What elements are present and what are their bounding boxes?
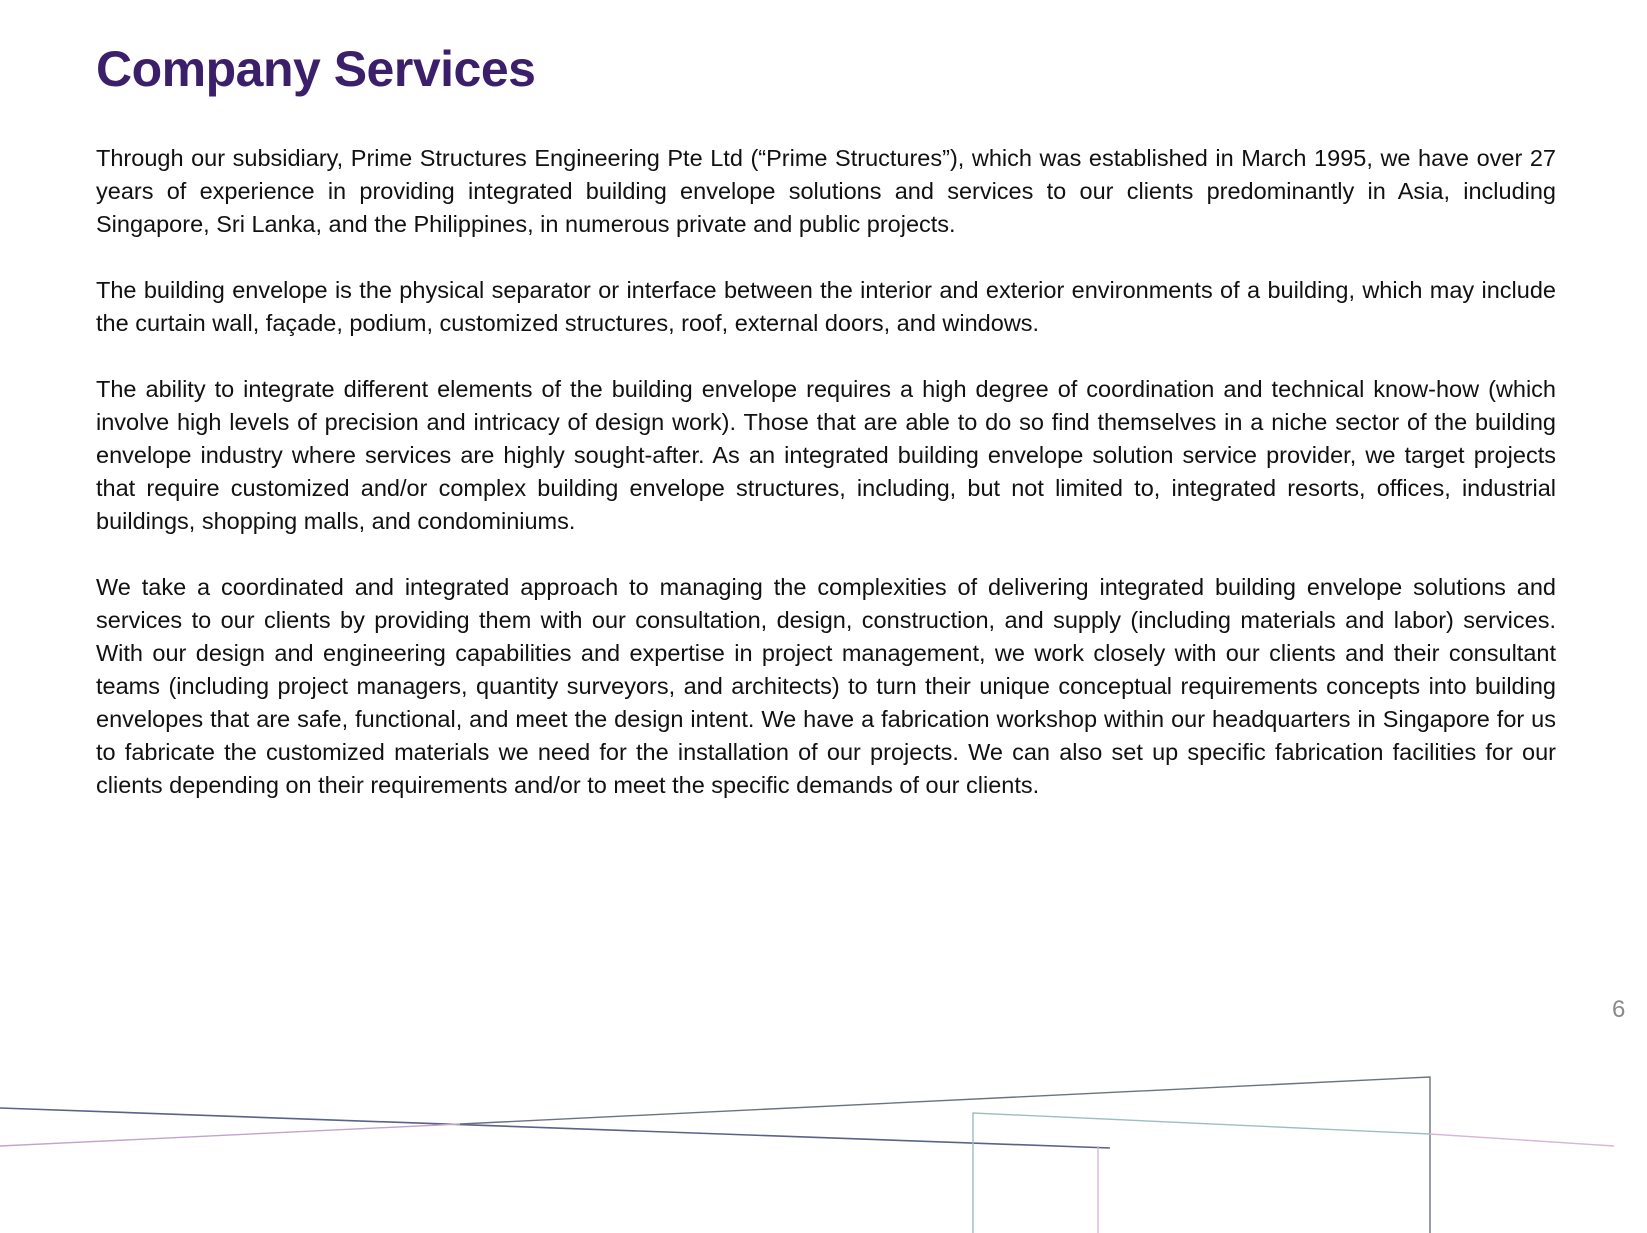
deco-line-navy — [0, 1108, 1110, 1148]
page-title: Company Services — [96, 41, 536, 97]
deco-line-teal — [973, 1113, 1430, 1233]
paragraph-approach: We take a coordinated and integrated approach to managing the complexities of delivering integrated building envelope solutions and services to our clients by providing them with our consultation, design, construction, and supply (including materials and labor) services. With our design and engineering capabilities and expertise in project management, we work closely with our clients and their consultant teams (including project managers, quantity surveyors, and architects) to turn their unique conceptual requirements concepts into building envelopes that are safe, functional, and meet the design intent. We have a fabrication workshop within our headquarters in Singapore for us to fabricate the customized materials we need for the installation of our projects. We can also set up specific fabrication facilities for our clients depending on their requirements and/or to meet the specific demands of our clients. — [96, 574, 1556, 798]
deco-line-pink — [1430, 1134, 1614, 1146]
paragraph-building-envelope: The building envelope is the physical separator or interface between the interior and exterior environments of a building, which may include the curtain wall, façade, podium, customized structures, roof, external doors, and windows. — [96, 277, 1556, 336]
paragraph-integration-ability: The ability to integrate different elements of the building envelope requires a high degree of coordination and technical know-how (which involve high levels of precision and intricacy of design work). Those that are able to do so find themselves in a niche sector of the building envelope industry where services are highly sought-after. As an integrated building envelope solution service provider, we target projects that require customized and/or complex building envelope structures, including, but not limited to, integrated resorts, offices, industrial buildings, shopping malls, and condominiums. — [96, 376, 1556, 534]
deco-line-purple — [0, 1124, 460, 1146]
paragraph-intro: Through our subsidiary, Prime Structures Engineering Pte Ltd (“Prime Structures”), which was established in March 1995, we have over 27 years of experience in providing integrated building envelope solutions and services to our clients predominantly in Asia, including Singapore, Sri Lanka, and the Philippines, in numerous private and public projects. — [96, 145, 1556, 237]
page-number: 6 — [1612, 996, 1626, 1023]
body-text — [96, 142, 1556, 835]
deco-line-slate — [460, 1077, 1430, 1233]
